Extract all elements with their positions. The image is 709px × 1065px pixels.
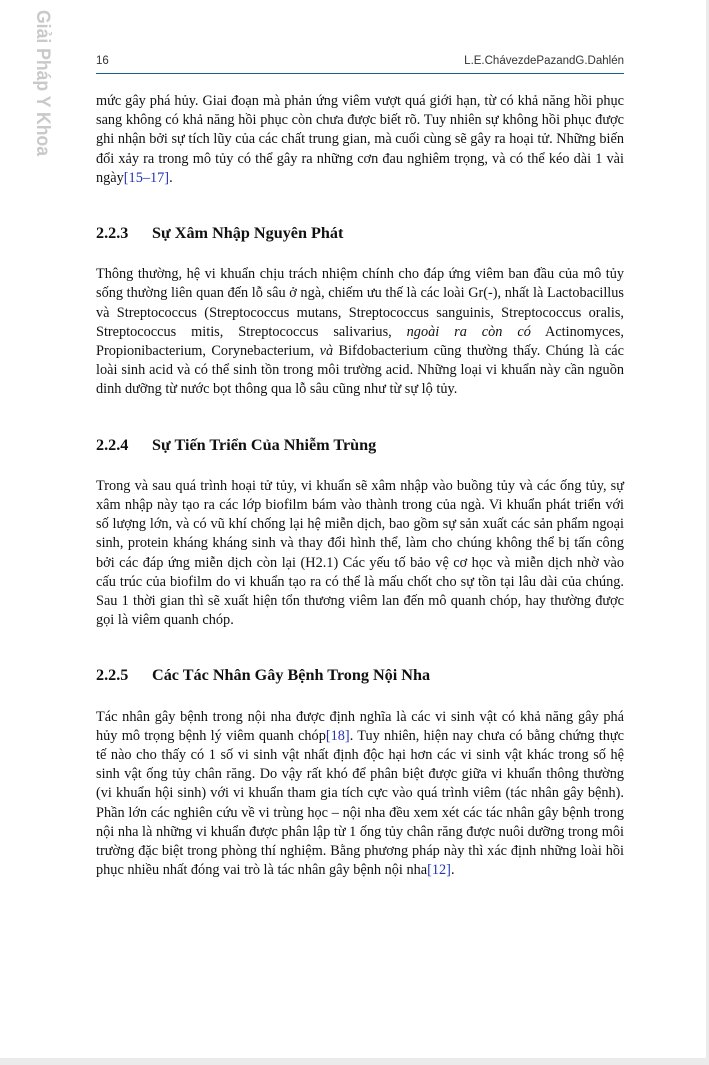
section-2-2-5-paragraph: Tác nhân gây bệnh trong nội nha được định nghĩa là các vi sinh vật có khả năng gây phá hủy mô trọng bệnh lý viêm quanh chóp[18]. Tuy nhiên, hiện nay chưa có bằng chứng thực tế nào cho thấy có 1 số vi sinh vật nhất định độc hại hơn các vi sinh vật khác trong số hệ sinh vật ống tủy chân răng. Do vậy rất khó để phân biệt được giữa vi khuẩn thông thường (vi khuẩn hội sinh) với vi khuẩn tham gia tích cực vào quá trình viêm (tác nhân gây bệnh). Phần lớn các nghiên cứu về vi trùng học – nội nha đều xem xét các tác nhân gây bệnh trong nội nha là những vi khuẩn được phân lập từ 1 ống tủy chân răng được nuôi dưỡng trong môi trường đặc biệt trong phòng thí nghiệm. Bằng phương pháp này thì xác định những loài hồi phục nhiều nhất đóng vai trò là tác nhân gây bệnh nội nha[12]. xyxy=(96,708,624,879)
citation-link[interactable]: [15–17] xyxy=(123,169,170,186)
intro-paragraph: mức gây phá hủy. Giai đoạn mà phản ứng viêm vượt quá giới hạn, từ có khả năng hồi phục sang không có khả năng hồi phục còn chưa được biết rõ. Tuy nhiên sự không hồi phục được ghi nhận bởi sự tích lũy của các chất trung gian, mà cuối cùng sẽ gây ra hoại tử. Những biến đổi xảy ra trong mô tủy có thể gây ra những cơn đau nghiêm trọng, và có thể kéo dài 1 vài ngày[15–17]. xyxy=(96,93,624,186)
section-heading-2-2-5: 2.2.5 Các Tác Nhân Gây Bệnh Trong Nội Nha xyxy=(96,666,431,685)
section-heading-2-2-3: 2.2.3 Sự Xâm Nhập Nguyên Phát xyxy=(96,224,344,243)
running-header xyxy=(96,53,624,73)
section-heading-2-2-4: 2.2.4 Sự Tiến Triển Của Nhiễm Trùng xyxy=(96,435,377,454)
page-number: 16 xyxy=(96,55,109,67)
header-authors: L.E.ChávezdePazandG.Dahlén xyxy=(464,55,624,67)
header-divider xyxy=(96,73,624,74)
section-2-2-3-paragraph: Thông thường, hệ vi khuẩn chịu trách nhiệm chính cho đáp ứng viêm ban đầu của mô tủy sống thường liên quan đến lỗ sâu ở ngà, chiếm ưu thế là các loài Gr(-), nhất là Lactobacillus và Streptococcus (Streptococcus mutans, Streptococcus sanguinis, Streptococcus oralis, Streptococcus mitis, Streptococcus salivarius, ngoài ra còn có Actinomyces, Propionibacterium, Corynebacterium, và Bifdobacterium cũng thường thấy. Chúng là các loài sinh acid và có thể sinh tồn trong môi trường acid. Những loại vi khuẩn này cần nguồn dinh dưỡng từ nước bọt thông qua lỗ sâu cũng như từ sự lộ tủy. xyxy=(96,266,625,398)
watermark xyxy=(18,6,53,168)
page-body xyxy=(96,92,624,881)
citation-link[interactable]: [12] xyxy=(427,862,451,879)
svg-text:Giải Pháp Y Khoa: Giải Pháp Y Khoa xyxy=(32,10,53,168)
section-2-2-4-paragraph: Trong và sau quá trình hoại tử tủy, vi khuẩn sẽ xâm nhập vào buồng tủy và các ống tủy, sự xâm nhập này tạo ra các lớp biofilm bám vào thành trong của ngà. Vi khuẩn phát triển với số lượng lớn, và có vũ khí chống lại hệ miễn dịch, bao gồm sự sản xuất các sản phẩm ngoại sinh, protein kháng kháng sinh và thay đổi hình thể, làm cho chúng không thể bị tấn công bởi các đáp ứng miễn dịch còn lại (H2.1) Các yếu tố bảo vệ cơ học và miễn dịch nhờ vào cấu trúc của biofilm do vi khuẩn tạo ra có thể là mấu chốt cho sự tồn tại lâu dài của chúng. Sau 1 thời gian thì sẽ xuất hiện tổn thương viêm lan đến mô quanh chóp, hay thường được gọi là viêm quanh chóp. xyxy=(96,477,624,629)
citation-link[interactable]: [18] xyxy=(325,727,350,744)
